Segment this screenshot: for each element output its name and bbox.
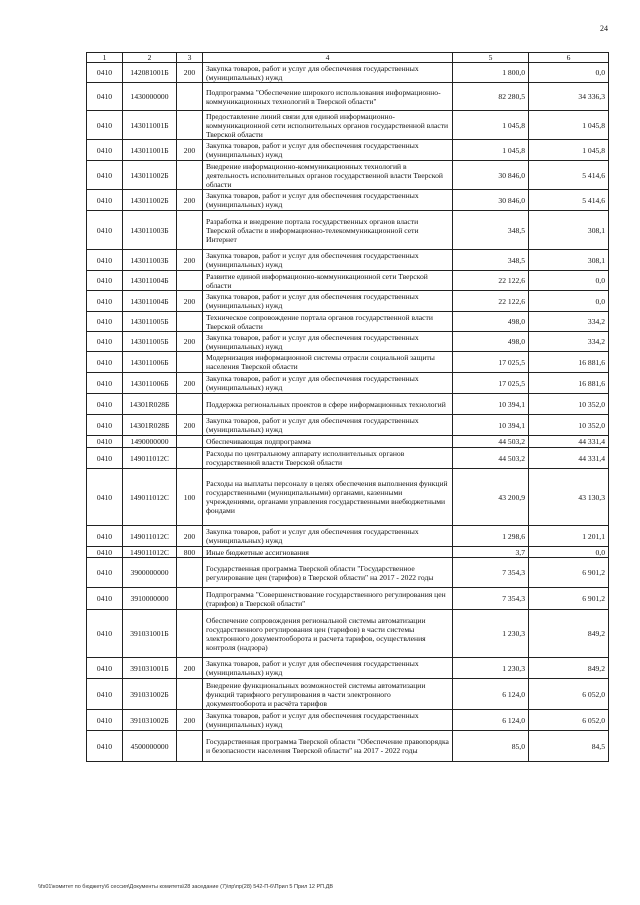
cell-c5: 44 503,2 bbox=[453, 448, 529, 469]
cell-c3 bbox=[177, 271, 203, 291]
cell-c4: Расходы на выплаты персоналу в целях обеспечения выполнения функций государственными (муниципальными) органами, казенными учреждениями, органами управления государственными внебюджетными фондами bbox=[203, 469, 453, 526]
cell-c6: 1 045,8 bbox=[529, 140, 609, 161]
cell-c3: 800 bbox=[177, 547, 203, 558]
cell-c4: Развитие единой информационно-коммуникационной сети Тверской области bbox=[203, 271, 453, 291]
cell-c3: 200 bbox=[177, 373, 203, 394]
cell-c2: 143011006Б bbox=[123, 352, 177, 373]
cell-c3 bbox=[177, 558, 203, 588]
cell-c5: 498,0 bbox=[453, 332, 529, 352]
cell-c1: 0410 bbox=[87, 526, 123, 547]
cell-c3: 200 bbox=[177, 250, 203, 271]
cell-c1: 0410 bbox=[87, 679, 123, 710]
cell-c2: 391031002Б bbox=[123, 710, 177, 731]
cell-c2: 3910000000 bbox=[123, 588, 177, 610]
table-header bbox=[87, 53, 609, 63]
cell-c1: 0410 bbox=[87, 291, 123, 312]
cell-c2: 391031001Б bbox=[123, 610, 177, 658]
table-row bbox=[87, 291, 609, 312]
cell-c6: 44 331,4 bbox=[529, 436, 609, 448]
cell-c1: 0410 bbox=[87, 352, 123, 373]
cell-c5: 1 298,6 bbox=[453, 526, 529, 547]
cell-c5: 10 394,1 bbox=[453, 394, 529, 415]
cell-c4: Закупка товаров, работ и услуг для обеспечения государственных (муниципальных) нужд bbox=[203, 291, 453, 312]
cell-c3 bbox=[177, 448, 203, 469]
cell-c4: Внедрение информационно-коммуникационных технологий в деятельность исполнительных органов государственной власти Тверской области bbox=[203, 161, 453, 190]
cell-c3: 200 bbox=[177, 332, 203, 352]
cell-c3: 200 bbox=[177, 415, 203, 436]
cell-c2: 149011012С bbox=[123, 448, 177, 469]
table-body bbox=[87, 63, 609, 762]
table-row bbox=[87, 415, 609, 436]
cell-c6: 0,0 bbox=[529, 271, 609, 291]
header-col-6: 6 bbox=[529, 53, 609, 63]
table-row bbox=[87, 394, 609, 415]
cell-c6: 16 881,6 bbox=[529, 352, 609, 373]
cell-c4: Обеспечение сопровождения региональной системы автоматизации государственного регулирования цен (тарифов) в части системы электронного документооборота и расчета тарифов, осуществления контроля (надзора) bbox=[203, 610, 453, 658]
table-row bbox=[87, 211, 609, 250]
table-row bbox=[87, 271, 609, 291]
table-row bbox=[87, 679, 609, 710]
table-row bbox=[87, 448, 609, 469]
cell-c4: Закупка товаров, работ и услуг для обеспечения государственных (муниципальных) нужд bbox=[203, 373, 453, 394]
cell-c1: 0410 bbox=[87, 558, 123, 588]
cell-c4: Поддержка региональных проектов в сфере информационных технологий bbox=[203, 394, 453, 415]
cell-c2: 143011005Б bbox=[123, 332, 177, 352]
cell-c5: 7 354,3 bbox=[453, 558, 529, 588]
cell-c1: 0410 bbox=[87, 731, 123, 762]
cell-c2: 1490000000 bbox=[123, 436, 177, 448]
cell-c6: 34 336,3 bbox=[529, 83, 609, 111]
table-row bbox=[87, 140, 609, 161]
cell-c4: Расходы по центральному аппарату исполнительных органов государственной власти Тверской области bbox=[203, 448, 453, 469]
footer-file-path: \\fs01\комитет по бюджету\6 сессия\Документы комитета\28 заседание (7)\пр\пр(28) 542-П-6\Прил 5 Прил 12 РП.ДВ bbox=[38, 884, 334, 890]
cell-c2: 143011005Б bbox=[123, 312, 177, 332]
cell-c1: 0410 bbox=[87, 332, 123, 352]
cell-c5: 44 503,2 bbox=[453, 436, 529, 448]
table-row bbox=[87, 312, 609, 332]
cell-c3 bbox=[177, 211, 203, 250]
cell-c5: 17 025,5 bbox=[453, 352, 529, 373]
cell-c6: 6 901,2 bbox=[529, 588, 609, 610]
cell-c1: 0410 bbox=[87, 111, 123, 140]
cell-c6: 6 052,0 bbox=[529, 679, 609, 710]
cell-c2: 143011006Б bbox=[123, 373, 177, 394]
cell-c3 bbox=[177, 679, 203, 710]
table-row bbox=[87, 558, 609, 588]
cell-c4: Техническое сопровождение портала органов государственной власти Тверской области bbox=[203, 312, 453, 332]
cell-c2: 3900000000 bbox=[123, 558, 177, 588]
cell-c4: Государственная программа Тверской области "Государственное регулирование цен (тарифов) в Тверской области" на 2017 - 2022 годы bbox=[203, 558, 453, 588]
cell-c5: 30 846,0 bbox=[453, 190, 529, 211]
cell-c4: Закупка товаров, работ и услуг для обеспечения государственных (муниципальных) нужд bbox=[203, 415, 453, 436]
table-row bbox=[87, 352, 609, 373]
table-row bbox=[87, 250, 609, 271]
cell-c2: 14301R028Б bbox=[123, 415, 177, 436]
table-row bbox=[87, 710, 609, 731]
cell-c4: Закупка товаров, работ и услуг для обеспечения государственных (муниципальных) нужд bbox=[203, 332, 453, 352]
cell-c4: Модернизация информационной системы отрасли социальной защиты населения Тверской области bbox=[203, 352, 453, 373]
cell-c2: 391031002Б bbox=[123, 679, 177, 710]
cell-c1: 0410 bbox=[87, 394, 123, 415]
cell-c1: 0410 bbox=[87, 469, 123, 526]
cell-c5: 22 122,6 bbox=[453, 271, 529, 291]
table-row bbox=[87, 190, 609, 211]
cell-c6: 5 414,6 bbox=[529, 190, 609, 211]
cell-c2: 149011012С bbox=[123, 547, 177, 558]
cell-c2: 391031001Б bbox=[123, 658, 177, 679]
cell-c1: 0410 bbox=[87, 190, 123, 211]
table-row bbox=[87, 610, 609, 658]
cell-c3: 100 bbox=[177, 469, 203, 526]
page-number: 24 bbox=[600, 24, 608, 33]
cell-c6: 43 130,3 bbox=[529, 469, 609, 526]
cell-c5: 7 354,3 bbox=[453, 588, 529, 610]
cell-c5: 22 122,6 bbox=[453, 291, 529, 312]
cell-c2: 149011012С bbox=[123, 469, 177, 526]
cell-c2: 14301R028Б bbox=[123, 394, 177, 415]
cell-c6: 0,0 bbox=[529, 63, 609, 83]
cell-c1: 0410 bbox=[87, 610, 123, 658]
cell-c6: 6 901,2 bbox=[529, 558, 609, 588]
table-row bbox=[87, 83, 609, 111]
cell-c3 bbox=[177, 436, 203, 448]
cell-c5: 1 230,3 bbox=[453, 610, 529, 658]
cell-c5: 498,0 bbox=[453, 312, 529, 332]
cell-c4: Обеспечивающая подпрограмма bbox=[203, 436, 453, 448]
cell-c3 bbox=[177, 83, 203, 111]
cell-c6: 16 881,6 bbox=[529, 373, 609, 394]
cell-c3 bbox=[177, 394, 203, 415]
table-row bbox=[87, 588, 609, 610]
cell-c6: 849,2 bbox=[529, 658, 609, 679]
cell-c3 bbox=[177, 111, 203, 140]
cell-c4: Закупка товаров, работ и услуг для обеспечения государственных (муниципальных) нужд bbox=[203, 658, 453, 679]
cell-c2: 142081001Б bbox=[123, 63, 177, 83]
cell-c1: 0410 bbox=[87, 588, 123, 610]
cell-c2: 143011004Б bbox=[123, 271, 177, 291]
cell-c5: 6 124,0 bbox=[453, 679, 529, 710]
cell-c1: 0410 bbox=[87, 710, 123, 731]
cell-c2: 1430000000 bbox=[123, 83, 177, 111]
cell-c3 bbox=[177, 352, 203, 373]
cell-c5: 6 124,0 bbox=[453, 710, 529, 731]
cell-c1: 0410 bbox=[87, 312, 123, 332]
header-col-2: 2 bbox=[123, 53, 177, 63]
cell-c6: 334,2 bbox=[529, 332, 609, 352]
cell-c6: 308,1 bbox=[529, 211, 609, 250]
budget-table bbox=[86, 52, 609, 762]
table-row bbox=[87, 436, 609, 448]
cell-c1: 0410 bbox=[87, 161, 123, 190]
cell-c6: 10 352,0 bbox=[529, 415, 609, 436]
cell-c3 bbox=[177, 731, 203, 762]
cell-c4: Подпрограмма "Обеспечение широкого использования информационно-коммуникационных технологий в Тверской области" bbox=[203, 83, 453, 111]
cell-c3 bbox=[177, 312, 203, 332]
cell-c6: 1 201,1 bbox=[529, 526, 609, 547]
cell-c2: 143011002Б bbox=[123, 161, 177, 190]
cell-c4: Предоставление линий связи для единой информационно-коммуникационной сети исполнительных органов государственной власти Тверской области bbox=[203, 111, 453, 140]
header-col-4: 4 bbox=[203, 53, 453, 63]
cell-c4: Разработка и внедрение портала государственных органов власти Тверской области в информационно-телекоммуникационной сети Интернет bbox=[203, 211, 453, 250]
cell-c4: Закупка товаров, работ и услуг для обеспечения государственных (муниципальных) нужд bbox=[203, 63, 453, 83]
table-row bbox=[87, 658, 609, 679]
header-col-1: 1 bbox=[87, 53, 123, 63]
cell-c3 bbox=[177, 610, 203, 658]
cell-c5: 30 846,0 bbox=[453, 161, 529, 190]
cell-c6: 10 352,0 bbox=[529, 394, 609, 415]
cell-c4: Иные бюджетные ассигнования bbox=[203, 547, 453, 558]
table-row bbox=[87, 731, 609, 762]
cell-c4: Закупка товаров, работ и услуг для обеспечения государственных (муниципальных) нужд bbox=[203, 526, 453, 547]
cell-c2: 143011001Б bbox=[123, 111, 177, 140]
cell-c5: 3,7 bbox=[453, 547, 529, 558]
cell-c6: 44 331,4 bbox=[529, 448, 609, 469]
header-col-3: 3 bbox=[177, 53, 203, 63]
table-row bbox=[87, 526, 609, 547]
cell-c5: 348,5 bbox=[453, 211, 529, 250]
cell-c6: 849,2 bbox=[529, 610, 609, 658]
cell-c1: 0410 bbox=[87, 658, 123, 679]
cell-c4: Закупка товаров, работ и услуг для обеспечения государственных (муниципальных) нужд bbox=[203, 140, 453, 161]
cell-c5: 1 230,3 bbox=[453, 658, 529, 679]
cell-c5: 17 025,5 bbox=[453, 373, 529, 394]
cell-c5: 1 800,0 bbox=[453, 63, 529, 83]
cell-c5: 10 394,1 bbox=[453, 415, 529, 436]
cell-c5: 1 045,8 bbox=[453, 111, 529, 140]
cell-c1: 0410 bbox=[87, 547, 123, 558]
cell-c5: 43 200,9 bbox=[453, 469, 529, 526]
table-row bbox=[87, 469, 609, 526]
cell-c2: 149011012С bbox=[123, 526, 177, 547]
table-row bbox=[87, 373, 609, 394]
cell-c2: 143011001Б bbox=[123, 140, 177, 161]
cell-c1: 0410 bbox=[87, 250, 123, 271]
cell-c6: 334,2 bbox=[529, 312, 609, 332]
cell-c6: 308,1 bbox=[529, 250, 609, 271]
cell-c3 bbox=[177, 588, 203, 610]
cell-c4: Закупка товаров, работ и услуг для обеспечения государственных (муниципальных) нужд bbox=[203, 710, 453, 731]
cell-c3: 200 bbox=[177, 710, 203, 731]
cell-c5: 85,0 bbox=[453, 731, 529, 762]
cell-c1: 0410 bbox=[87, 373, 123, 394]
cell-c2: 143011004Б bbox=[123, 291, 177, 312]
cell-c6: 0,0 bbox=[529, 291, 609, 312]
cell-c1: 0410 bbox=[87, 448, 123, 469]
cell-c5: 348,5 bbox=[453, 250, 529, 271]
cell-c1: 0410 bbox=[87, 271, 123, 291]
cell-c3: 200 bbox=[177, 63, 203, 83]
cell-c4: Подпрограмма "Совершенствование государственного регулирования цен (тарифов) в Тверской области" bbox=[203, 588, 453, 610]
cell-c4: Закупка товаров, работ и услуг для обеспечения государственных (муниципальных) нужд bbox=[203, 190, 453, 211]
cell-c3: 200 bbox=[177, 190, 203, 211]
cell-c3: 200 bbox=[177, 526, 203, 547]
cell-c3: 200 bbox=[177, 658, 203, 679]
cell-c6: 5 414,6 bbox=[529, 161, 609, 190]
cell-c2: 143011002Б bbox=[123, 190, 177, 211]
cell-c4: Государственная программа Тверской области "Обеспечение правопорядка и безопасности населения Тверской области" на 2017 - 2022 годы bbox=[203, 731, 453, 762]
cell-c4: Внедрение функциональных возможностей системы автоматизации функций тарифного регулирования в части электронного документооборота и расчёта тарифов bbox=[203, 679, 453, 710]
cell-c2: 143011003Б bbox=[123, 211, 177, 250]
table-row bbox=[87, 161, 609, 190]
cell-c3: 200 bbox=[177, 140, 203, 161]
header-col-5: 5 bbox=[453, 53, 529, 63]
cell-c3: 200 bbox=[177, 291, 203, 312]
cell-c1: 0410 bbox=[87, 63, 123, 83]
cell-c6: 0,0 bbox=[529, 547, 609, 558]
cell-c1: 0410 bbox=[87, 83, 123, 111]
cell-c2: 143011003Б bbox=[123, 250, 177, 271]
cell-c1: 0410 bbox=[87, 436, 123, 448]
cell-c5: 1 045,8 bbox=[453, 140, 529, 161]
cell-c6: 1 045,8 bbox=[529, 111, 609, 140]
cell-c5: 82 280,5 bbox=[453, 83, 529, 111]
table-row bbox=[87, 111, 609, 140]
cell-c6: 6 052,0 bbox=[529, 710, 609, 731]
cell-c6: 84,5 bbox=[529, 731, 609, 762]
cell-c1: 0410 bbox=[87, 415, 123, 436]
cell-c2: 4500000000 bbox=[123, 731, 177, 762]
table-row bbox=[87, 332, 609, 352]
cell-c3 bbox=[177, 161, 203, 190]
cell-c4: Закупка товаров, работ и услуг для обеспечения государственных (муниципальных) нужд bbox=[203, 250, 453, 271]
cell-c1: 0410 bbox=[87, 140, 123, 161]
table-row bbox=[87, 63, 609, 83]
table-row bbox=[87, 547, 609, 558]
cell-c1: 0410 bbox=[87, 211, 123, 250]
